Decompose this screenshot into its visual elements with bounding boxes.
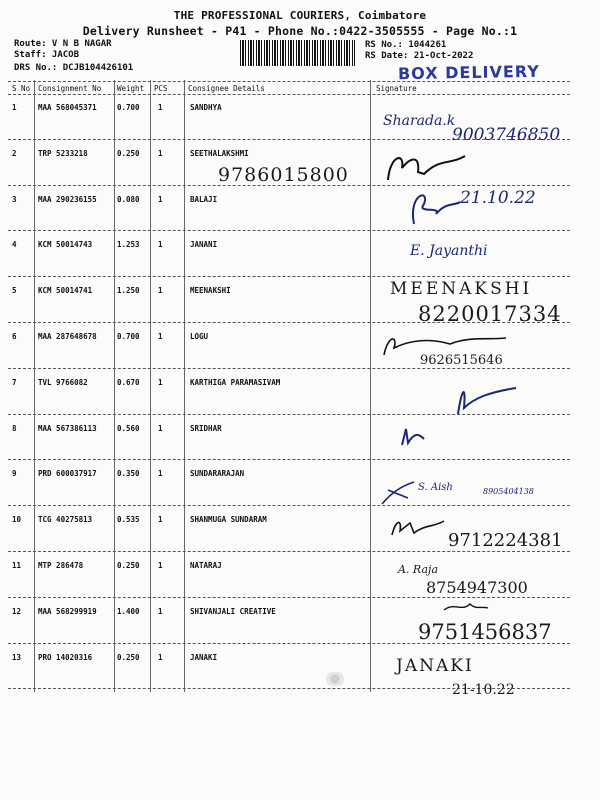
row-consignment-no: MAA 287648678 bbox=[38, 332, 97, 341]
row-consignee: SANDHYA bbox=[190, 103, 222, 112]
row-pcs: 1 bbox=[158, 103, 163, 112]
row-consignment-no: MAA 568045371 bbox=[38, 103, 97, 112]
handwritten-phone: 9003746850 bbox=[452, 125, 561, 145]
row-sno: 1 bbox=[12, 103, 17, 112]
paper-smudge bbox=[322, 672, 348, 686]
row-weight: 0.535 bbox=[117, 515, 140, 525]
row-weight: 0.250 bbox=[117, 652, 140, 662]
col-header-consignment: Consignment No bbox=[38, 84, 102, 93]
row-separator bbox=[8, 230, 570, 231]
handwritten-signature: E. Jayanthi bbox=[410, 243, 488, 259]
signature-scribble bbox=[402, 184, 462, 229]
row-sno: 6 bbox=[12, 332, 17, 341]
row-separator bbox=[8, 276, 570, 277]
row-sno: 7 bbox=[12, 377, 17, 387]
rs-date: RS Date: 21-Oct-2022 bbox=[365, 51, 474, 61]
handwritten-signature: A. Raja bbox=[398, 563, 438, 576]
row-pcs: 1 bbox=[158, 332, 163, 341]
row-pcs: 1 bbox=[158, 194, 163, 204]
row-weight: 0.350 bbox=[117, 469, 140, 479]
handwritten-signature: S. Aish bbox=[418, 482, 453, 493]
row-weight: 0.670 bbox=[117, 377, 140, 387]
row-weight: 0.700 bbox=[117, 103, 140, 112]
row-consignee: NATARAJ bbox=[190, 561, 222, 570]
signature-scribble bbox=[440, 600, 490, 614]
row-consignee: SEETHALAKSHMI bbox=[190, 148, 249, 158]
row-sno: 4 bbox=[12, 240, 17, 250]
signature-scribble bbox=[388, 515, 448, 540]
row-consignee: JANANI bbox=[190, 240, 218, 250]
box-delivery-stamp: BOX DELIVERY bbox=[397, 61, 540, 84]
row-pcs: 1 bbox=[158, 286, 163, 296]
row-sno: 5 bbox=[12, 286, 17, 296]
col-header-consignee: Consignee Details bbox=[188, 84, 265, 93]
row-pcs: 1 bbox=[158, 377, 163, 387]
row-consignee: BALAJI bbox=[190, 194, 218, 204]
handwritten-phone: 9786015800 bbox=[218, 164, 349, 186]
row-sno: 11 bbox=[12, 561, 22, 570]
row-consignee: KARTHIGA PARAMASIVAM bbox=[190, 377, 281, 387]
handwritten-phone: 8754947300 bbox=[426, 578, 528, 597]
rs-number: RS No.: 1044261 bbox=[365, 40, 447, 50]
table-row bbox=[0, 332, 600, 378]
row-pcs: 1 bbox=[158, 652, 163, 662]
handwritten-phone: 9751456837 bbox=[418, 620, 552, 644]
table-row bbox=[0, 424, 600, 470]
handwritten-name: MEENAKSHI bbox=[390, 279, 533, 299]
handwritten-phone: 8905404138 bbox=[483, 487, 534, 496]
row-weight: 0.250 bbox=[117, 148, 140, 158]
signature-scribble bbox=[398, 425, 428, 450]
row-consignment-no: MAA 568299919 bbox=[38, 606, 97, 616]
row-sno: 9 bbox=[12, 469, 17, 479]
runsheet-title: THE PROFESSIONAL COURIERS, Coimbatore bbox=[173, 9, 427, 22]
handwritten-phone: 8220017334 bbox=[418, 302, 562, 326]
row-consignment-no: PRD 600037917 bbox=[38, 469, 97, 479]
row-weight: 0.560 bbox=[117, 423, 140, 433]
row-consignment-no: MAA 567386113 bbox=[38, 423, 97, 433]
row-sno: 12 bbox=[12, 606, 22, 616]
table-header-rule bbox=[8, 94, 570, 95]
row-consignment-no: KCM 50014743 bbox=[38, 240, 93, 250]
row-consignment-no: MTP 286478 bbox=[38, 561, 84, 570]
row-consignment-no: MAA 290236155 bbox=[38, 194, 97, 204]
handwritten-date: 21.10.22 bbox=[460, 188, 536, 208]
runsheet-subtitle: Delivery Runsheet - P41 - Phone No.:0422-3505555 - Page No.:1 bbox=[82, 24, 518, 38]
handwritten-signature: Sharada.k bbox=[383, 113, 456, 129]
row-separator bbox=[8, 505, 570, 506]
table-top-rule bbox=[8, 81, 570, 82]
signature-scribble bbox=[380, 150, 470, 185]
row-weight: 1.250 bbox=[117, 286, 140, 296]
signature-scribble bbox=[378, 478, 418, 508]
col-header-signature: Signature bbox=[376, 84, 417, 93]
row-consignee: SHIVANJALI CREATIVE bbox=[190, 606, 276, 616]
row-sno: 2 bbox=[12, 148, 17, 158]
row-consignee: LOGU bbox=[190, 332, 209, 341]
drs-number: DRS No.: DCJB104426101 bbox=[14, 63, 134, 73]
row-separator bbox=[8, 551, 570, 552]
row-weight: 1.253 bbox=[117, 240, 140, 250]
route-label: Route: V N B NAGAR bbox=[14, 39, 112, 49]
row-weight: 0.700 bbox=[117, 332, 140, 341]
row-pcs: 1 bbox=[158, 240, 163, 250]
row-pcs: 1 bbox=[158, 515, 163, 525]
handwritten-phone: 9712224381 bbox=[448, 530, 563, 551]
row-weight: 1.400 bbox=[117, 606, 140, 616]
row-sno: 3 bbox=[12, 194, 17, 204]
row-pcs: 1 bbox=[158, 606, 163, 616]
handwritten-name: JANAKI bbox=[396, 656, 474, 676]
row-consignment-no: TRP 5233218 bbox=[38, 148, 88, 158]
row-consignee: JANAKI bbox=[190, 652, 218, 662]
row-consignment-no: PRO 14020316 bbox=[38, 652, 93, 662]
row-sno: 10 bbox=[12, 515, 22, 525]
row-sno: 8 bbox=[12, 423, 17, 433]
row-pcs: 1 bbox=[158, 423, 163, 433]
col-header-pcs: PCS bbox=[154, 84, 168, 93]
row-consignment-no: TCG 40275813 bbox=[38, 515, 93, 525]
row-weight: 0.250 bbox=[117, 561, 140, 570]
row-consignee: SRIDHAR bbox=[190, 423, 222, 433]
row-pcs: 1 bbox=[158, 469, 163, 479]
col-header-weight: Weight bbox=[117, 84, 145, 93]
row-consignee: SHANMUGA SUNDARAM bbox=[190, 515, 267, 525]
row-weight: 0.080 bbox=[117, 194, 140, 204]
signature-scribble bbox=[450, 378, 520, 418]
handwritten-date: 21-10.22 bbox=[452, 682, 515, 698]
col-header-sno: S No bbox=[12, 84, 31, 93]
row-sno: 13 bbox=[12, 652, 22, 662]
row-consignee: SUNDARARAJAN bbox=[190, 469, 245, 479]
row-consignee: MEENAKSHI bbox=[190, 286, 231, 296]
row-consignment-no: TVL 9766082 bbox=[38, 377, 88, 387]
staff-label: Staff: JACOB bbox=[14, 50, 80, 60]
row-pcs: 1 bbox=[158, 561, 163, 570]
handwritten-phone: 9626515646 bbox=[420, 353, 503, 368]
row-consignment-no: KCM 50014741 bbox=[38, 286, 93, 296]
row-separator bbox=[8, 459, 570, 460]
barcode bbox=[240, 40, 355, 66]
row-pcs: 1 bbox=[158, 148, 163, 158]
